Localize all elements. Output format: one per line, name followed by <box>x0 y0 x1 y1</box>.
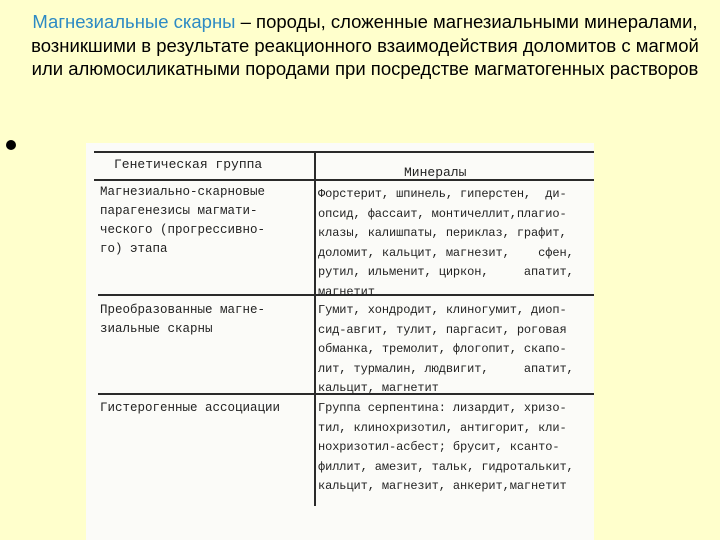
header-genetic-group: Генетическая группа <box>114 157 263 172</box>
slide-title <box>30 10 700 81</box>
row-3-minerals: Группа серпентина: лизардит, хризо- тил, клинохризотил, антигорит, кли- нохризотил-асбест; брусит, ксанто- филлит, амезит, тальк, гидроталькит, кальцит, магнезит, анкерит,магнетит <box>318 401 574 493</box>
table-header-rule <box>94 179 594 181</box>
header-minerals: Минералы <box>404 165 467 180</box>
row-2-group: Преобразованные магне- зиальные скарны <box>100 303 266 336</box>
table-column-divider <box>314 151 316 506</box>
title-definition: – породы, сложенные магнезиальными минералами, возникшими в результате реакционного взаимодействия доломитов с магмой или алюмосиликатными породами при посредстве магматогенных растворов <box>31 11 699 79</box>
bullet-point <box>6 140 16 150</box>
table-top-rule <box>94 151 594 153</box>
row-1-minerals: Форстерит, шпинель, гиперстен, ди- опсид, фассаит, монтичеллит,плагио- клазы, калишпаты, периклаз, графит, доломит, кальцит, магнезит, сфен, рутил, ильменит, циркон, апатит, магнетит <box>318 187 574 299</box>
title-term: Магнезиальные скарны <box>32 11 236 32</box>
row-3-group: Гистерогенные ассоциации <box>100 401 281 415</box>
scanned-table <box>86 143 594 540</box>
row-1-group: Магнезиально-скарновые парагенезисы магмати- ческого (прогрессивно- го) этапа <box>100 185 266 256</box>
row-2-minerals: Гумит, хондродит, клиногумит, диоп- сид-авгит, тулит, паргасит, роговая обманка, тремолит, флогопит, скапо- лит, турмалин, людвигит, апатит, кальцит, магнетит <box>318 303 574 395</box>
